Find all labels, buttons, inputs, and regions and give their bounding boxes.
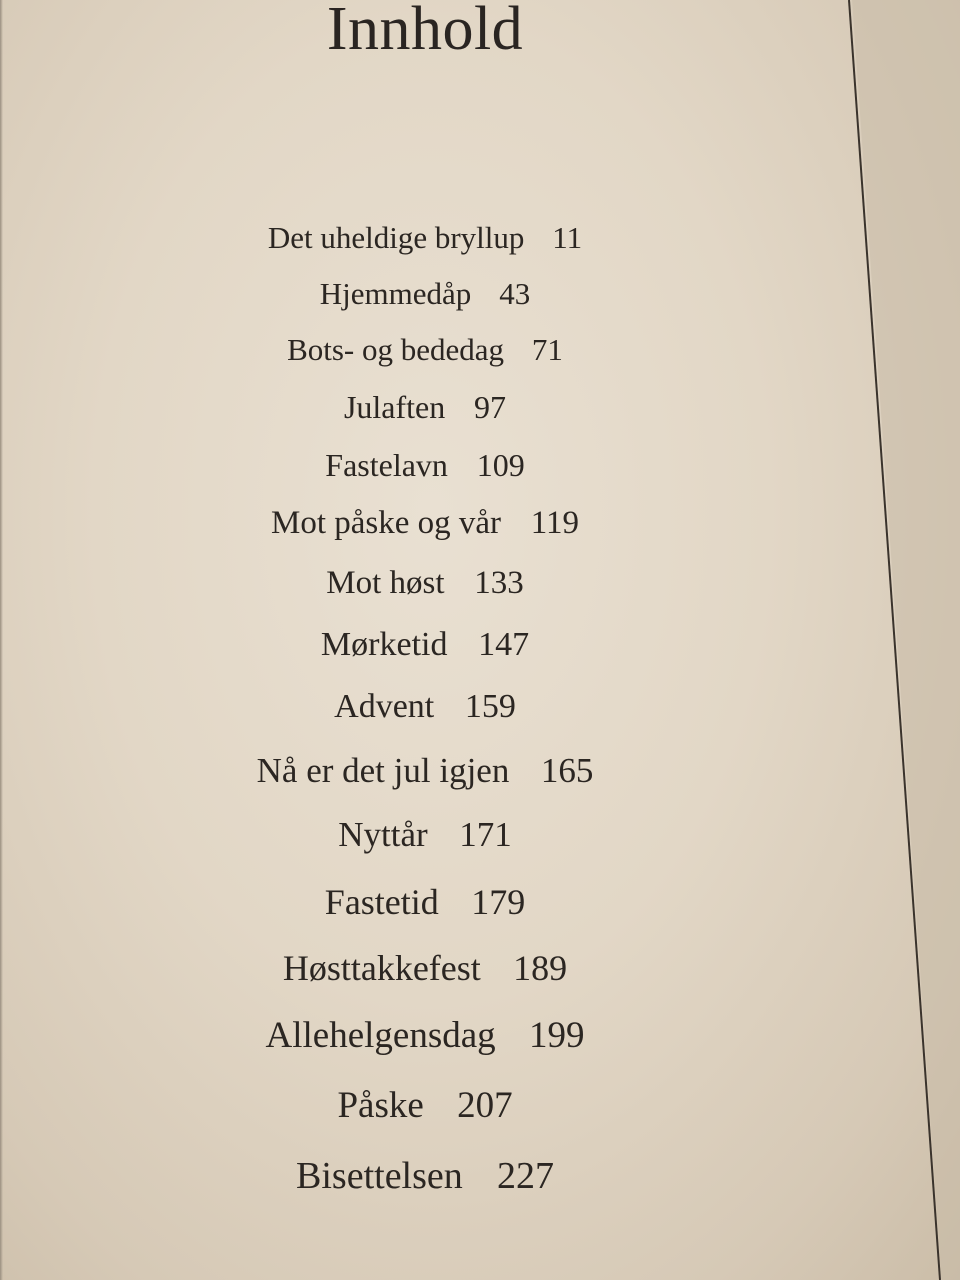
toc-entry bbox=[0, 1154, 850, 1198]
toc-entry-title: Fastetid bbox=[324, 882, 439, 922]
toc-entry-page: 71 bbox=[531, 332, 563, 367]
toc-entry-title: Mørketid bbox=[320, 626, 448, 663]
toc-entry bbox=[0, 815, 850, 855]
toc-entry bbox=[0, 688, 850, 726]
toc-entry bbox=[0, 505, 850, 542]
toc-entry bbox=[0, 447, 850, 484]
toc-entry-page: 119 bbox=[530, 505, 579, 541]
toc-entry-title: Advent bbox=[334, 688, 435, 725]
toc-entry bbox=[0, 220, 850, 256]
toc-entry-title: Påske bbox=[337, 1085, 424, 1126]
toc-entry-page: 227 bbox=[496, 1155, 554, 1197]
toc-entry-page: 109 bbox=[476, 447, 525, 483]
toc-entry-title: Mot høst bbox=[326, 565, 445, 601]
toc-entry bbox=[0, 881, 850, 923]
toc-entry bbox=[0, 389, 850, 426]
toc-entry-page: 147 bbox=[478, 626, 530, 663]
toc-entry bbox=[0, 276, 850, 312]
toc-entry-title: Nyttår bbox=[338, 815, 428, 854]
toc-entry-page: 189 bbox=[513, 948, 568, 988]
toc-entry-title: Mot påske og vår bbox=[270, 505, 502, 541]
toc-entry-page: 199 bbox=[528, 1015, 585, 1056]
toc-entry-page: 159 bbox=[464, 688, 516, 725]
toc-entry-page: 179 bbox=[471, 882, 526, 922]
toc-entry bbox=[0, 1014, 850, 1057]
toc-entry bbox=[0, 565, 850, 602]
toc-entry-page: 43 bbox=[499, 276, 531, 311]
toc-entry-page: 165 bbox=[540, 751, 594, 790]
toc-entry-title: Allehelgensdag bbox=[265, 1015, 496, 1056]
toc-entry bbox=[0, 751, 850, 791]
toc-entry-title: Det uheldige bryllup bbox=[267, 220, 525, 255]
toc-entry-page: 207 bbox=[457, 1085, 513, 1126]
toc-entry-page: 97 bbox=[474, 389, 507, 425]
toc-entry-title: Fastelavn bbox=[325, 447, 448, 483]
page-title: Innhold bbox=[326, 0, 524, 63]
toc-entry bbox=[0, 947, 850, 989]
toc-entry-page: 11 bbox=[552, 220, 583, 255]
toc-entry bbox=[0, 332, 850, 368]
toc-entry-title: Julaften bbox=[343, 389, 446, 425]
toc-entry-title: Bots- og bededag bbox=[287, 332, 505, 367]
toc-entry-title: Hjemmedåp bbox=[319, 276, 472, 311]
toc-entry bbox=[0, 1084, 850, 1127]
toc-entry-page: 171 bbox=[459, 815, 512, 854]
toc-entry-title: Høsttakkefest bbox=[282, 948, 481, 988]
toc-entry-title: Nå er det jul igjen bbox=[256, 751, 510, 790]
toc-entry bbox=[0, 626, 850, 664]
toc-entry-page: 133 bbox=[474, 565, 524, 601]
toc-entry-title: Bisettelsen bbox=[296, 1155, 463, 1197]
